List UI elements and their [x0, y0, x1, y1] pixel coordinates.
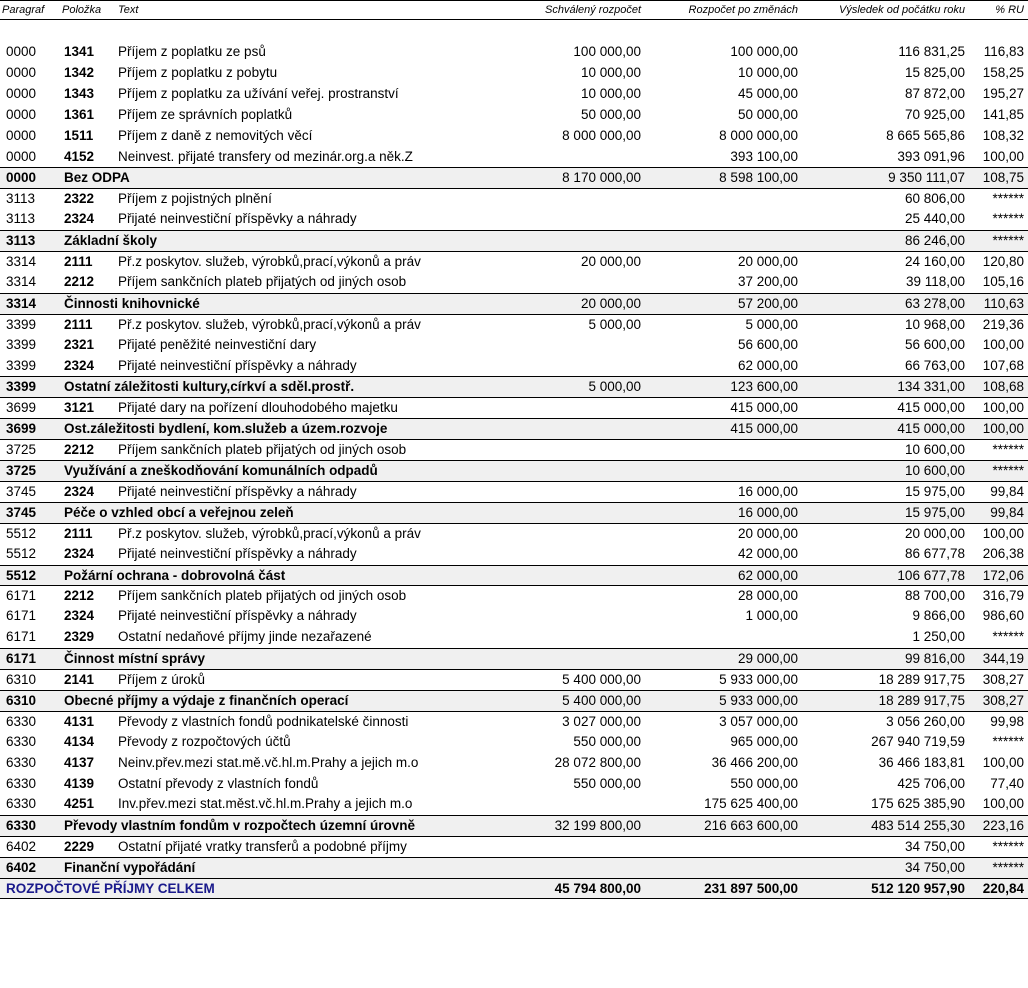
table-row: [0, 272, 1028, 293]
polozka-cell: 1511: [64, 127, 94, 143]
pct-cell: ******: [992, 629, 1024, 645]
paragraf-cell: 3699: [6, 421, 37, 437]
text-cell: Příjem z poplatku ze psů: [118, 44, 266, 59]
po-zmenach-cell: 16 000,00: [737, 504, 798, 520]
header-pct: % RU: [995, 4, 1024, 16]
paragraf-cell: 0000: [6, 44, 37, 59]
header-polozka: Položka: [62, 4, 102, 16]
paragraf-cell: 3699: [6, 400, 37, 416]
vysledek-cell: 393 091,96: [897, 148, 965, 164]
text-cell: Inv.přev.mezi stat.měst.vč.hl.m.Prahy a jejich m.o: [118, 796, 413, 812]
table-row: [0, 544, 1028, 565]
schvaleny-cell: 550 000,00: [573, 733, 641, 749]
po-zmenach-cell: 415 000,00: [730, 400, 798, 416]
subtotal-row: [0, 167, 1028, 188]
paragraf-cell: 6330: [6, 775, 37, 791]
paragraf-cell: 3113: [6, 191, 36, 207]
grand-total-label: ROZPOČTOVÉ PŘÍJMY CELKEM: [6, 881, 215, 896]
table-row: [0, 523, 1028, 544]
polozka-cell: 2322: [64, 191, 95, 207]
vysledek-cell: 15 975,00: [904, 504, 965, 520]
paragraf-cell: 0000: [6, 106, 37, 122]
text-cell: Požární ochrana - dobrovolná část: [64, 567, 286, 583]
vysledek-cell: 9 350 111,07: [888, 170, 965, 186]
po-zmenach-cell: 1 000,00: [745, 608, 798, 624]
pct-cell: ******: [992, 211, 1024, 227]
grand-total-po-zmenach: 231 897 500,00: [704, 881, 798, 896]
grand-total-pct: 220,84: [982, 881, 1024, 896]
pct-cell: 158,25: [982, 64, 1024, 80]
table-row: [0, 84, 1028, 105]
paragraf-cell: 0000: [6, 85, 37, 101]
vysledek-cell: 425 706,00: [897, 775, 965, 791]
po-zmenach-cell: 56 600,00: [737, 336, 798, 352]
polozka-cell: 2324: [64, 608, 95, 624]
vysledek-cell: 106 677,78: [897, 567, 965, 583]
text-cell: Neinvest. přijaté transfery od mezinár.org.a něk.Z: [118, 148, 413, 164]
paragraf-cell: 3745: [6, 483, 37, 499]
text-cell: Příjem z poplatku za užívání veřej. prostranství: [118, 85, 399, 101]
pct-cell: 195,27: [982, 85, 1024, 101]
po-zmenach-cell: 3 057 000,00: [719, 713, 798, 729]
vysledek-cell: 3 056 260,00: [886, 713, 965, 729]
polozka-cell: 2111: [64, 254, 93, 269]
polozka-cell: 4139: [64, 775, 95, 791]
vysledek-cell: 10 600,00: [904, 463, 965, 478]
vysledek-cell: 18 289 917,75: [878, 692, 965, 708]
vysledek-cell: 8 665 565,86: [886, 127, 965, 143]
pct-cell: 120,80: [982, 254, 1024, 269]
po-zmenach-cell: 20 000,00: [737, 254, 798, 269]
paragraf-cell: 3113: [6, 233, 36, 249]
po-zmenach-cell: 20 000,00: [737, 525, 798, 541]
pct-cell: 108,68: [982, 379, 1024, 395]
table-row: [0, 711, 1028, 732]
po-zmenach-cell: 36 466 200,00: [711, 754, 798, 770]
polozka-cell: 2229: [64, 839, 95, 855]
header-vysledek: Výsledek od počátku roku: [839, 4, 965, 16]
pct-cell: 100,00: [982, 336, 1024, 352]
vysledek-cell: 86 677,78: [904, 545, 965, 561]
po-zmenach-cell: 393 100,00: [730, 148, 798, 164]
paragraf-cell: 0000: [6, 127, 37, 143]
pct-cell: 110,63: [983, 295, 1024, 311]
pct-cell: 116,83: [983, 44, 1024, 59]
vysledek-cell: 415 000,00: [897, 421, 965, 437]
pct-cell: 108,32: [982, 127, 1024, 143]
vysledek-cell: 34 750,00: [904, 839, 965, 855]
pct-cell: 100,00: [982, 796, 1024, 812]
pct-cell: 99,84: [990, 504, 1024, 520]
grand-total-vysledek: 512 120 957,90: [871, 881, 965, 896]
vysledek-cell: 24 160,00: [904, 254, 965, 269]
paragraf-cell: 3314: [6, 254, 37, 269]
paragraf-cell: 0000: [6, 148, 37, 164]
paragraf-cell: 0000: [6, 64, 37, 80]
paragraf-cell: 6402: [6, 860, 37, 876]
table-header: [0, 0, 1028, 20]
polozka-cell: 1361: [64, 106, 95, 122]
schvaleny-cell: 5 400 000,00: [562, 692, 641, 708]
table-row: [0, 794, 1028, 815]
text-cell: Příjem z pojistných plnění: [118, 191, 272, 207]
table-row: [0, 606, 1028, 627]
text-cell: Příjem ze správních poplatků: [118, 106, 293, 122]
table-row: [0, 669, 1028, 690]
table-row: [0, 481, 1028, 502]
po-zmenach-cell: 415 000,00: [730, 421, 798, 437]
pct-cell: 100,00: [982, 400, 1024, 416]
text-cell: Přijaté neinvestiční příspěvky a náhrady: [118, 357, 357, 373]
vysledek-cell: 39 118,00: [905, 273, 965, 289]
polozka-cell: 2111: [64, 525, 93, 541]
po-zmenach-cell: 62 000,00: [737, 567, 798, 583]
po-zmenach-cell: 57 200,00: [737, 295, 798, 311]
vysledek-cell: 18 289 917,75: [878, 672, 965, 687]
schvaleny-cell: 5 400 000,00: [562, 672, 641, 687]
polozka-cell: 2111: [64, 316, 93, 332]
schvaleny-cell: 10 000,00: [580, 85, 641, 101]
text-cell: Činnost místní správy: [64, 651, 206, 667]
polozka-cell: 4134: [64, 733, 95, 749]
schvaleny-cell: 5 000,00: [588, 379, 641, 395]
pct-cell: ******: [992, 860, 1024, 876]
table-row: [0, 209, 1028, 230]
po-zmenach-cell: 50 000,00: [737, 106, 798, 122]
paragraf-cell: 6330: [6, 818, 37, 834]
text-cell: Přijaté neinvestiční příspěvky a náhrady: [118, 608, 357, 624]
vysledek-cell: 20 000,00: [904, 525, 965, 541]
table-row: [0, 335, 1028, 356]
text-cell: Přijaté neinvestiční příspěvky a náhrady: [118, 545, 357, 561]
po-zmenach-cell: 10 000,00: [737, 64, 798, 80]
pct-cell: 219,36: [982, 316, 1024, 332]
paragraf-cell: 6402: [6, 839, 37, 855]
paragraf-cell: 6330: [6, 754, 37, 770]
polozka-cell: 2324: [64, 483, 95, 499]
subtotal-row: [0, 293, 1028, 314]
po-zmenach-cell: 8 000 000,00: [719, 127, 798, 143]
pct-cell: 141,85: [982, 106, 1024, 122]
paragraf-cell: 6310: [6, 672, 37, 687]
paragraf-cell: 3725: [6, 442, 37, 458]
subtotal-row: [0, 502, 1028, 523]
vysledek-cell: 175 625 385,90: [871, 796, 965, 812]
subtotal-row: [0, 648, 1028, 669]
text-cell: Příjem sankčních plateb přijatých od jiných osob: [118, 442, 407, 458]
polozka-cell: 4152: [64, 148, 95, 164]
table-row: [0, 42, 1028, 63]
paragraf-cell: 6171: [6, 651, 37, 667]
text-cell: Neinv.přev.mezi stat.mě.vč.hl.m.Prahy a jejich m.o: [118, 754, 419, 770]
paragraf-cell: 3399: [6, 357, 37, 373]
polozka-cell: 1341: [64, 44, 95, 59]
po-zmenach-cell: 5 000,00: [745, 316, 798, 332]
schvaleny-cell: 100 000,00: [573, 44, 641, 59]
vysledek-cell: 15 825,00: [904, 64, 965, 80]
paragraf-cell: 6171: [6, 629, 37, 645]
pct-cell: ******: [992, 191, 1024, 207]
polozka-cell: 2212: [64, 588, 95, 604]
text-cell: Převody z rozpočtových účtů: [118, 733, 291, 749]
vysledek-cell: 99 816,00: [904, 651, 965, 667]
text-cell: Přijaté neinvestiční příspěvky a náhrady: [118, 211, 357, 227]
table-row: [0, 105, 1028, 126]
subtotal-row: [0, 460, 1028, 481]
po-zmenach-cell: 37 200,00: [737, 273, 798, 289]
text-cell: Příjem sankčních plateb přijatých od jiných osob: [118, 588, 407, 604]
text-cell: Příjem sankčních plateb přijatých od jiných osob: [118, 273, 407, 289]
table-row: [0, 314, 1028, 335]
text-cell: Ostatní záležitosti kultury,církví a sděl.prostř.: [64, 379, 355, 395]
po-zmenach-cell: 175 625 400,00: [704, 796, 798, 812]
po-zmenach-cell: 16 000,00: [737, 483, 798, 499]
paragraf-cell: 3399: [6, 379, 37, 395]
polozka-cell: 2324: [64, 211, 95, 227]
paragraf-cell: 3399: [6, 336, 37, 352]
polozka-cell: 4251: [64, 796, 95, 812]
pct-cell: 105,16: [982, 273, 1024, 289]
polozka-cell: 2324: [64, 357, 95, 373]
pct-cell: ******: [992, 233, 1024, 249]
polozka-cell: 2321: [64, 336, 95, 352]
po-zmenach-cell: 5 933 000,00: [719, 672, 798, 687]
pct-cell: 308,27: [982, 672, 1024, 687]
pct-cell: 99,84: [990, 483, 1024, 499]
subtotal-row: [0, 376, 1028, 397]
pct-cell: ******: [992, 463, 1024, 478]
po-zmenach-cell: 28 000,00: [737, 588, 798, 604]
pct-cell: 107,68: [982, 357, 1024, 373]
schvaleny-cell: 550 000,00: [573, 775, 641, 791]
table-row: [0, 147, 1028, 168]
po-zmenach-cell: 42 000,00: [737, 545, 798, 561]
text-cell: Převody z vlastních fondů podnikatelské činnosti: [118, 713, 409, 729]
subtotal-row: [0, 815, 1028, 836]
polozka-cell: 2212: [64, 442, 95, 458]
paragraf-cell: 6171: [6, 588, 37, 604]
polozka-cell: 2329: [64, 629, 95, 645]
vysledek-cell: 267 940 719,59: [871, 733, 965, 749]
text-cell: Přijaté neinvestiční příspěvky a náhrady: [118, 483, 357, 499]
table-row: [0, 251, 1028, 272]
schvaleny-cell: 32 199 800,00: [554, 818, 641, 834]
vysledek-cell: 25 440,00: [904, 211, 965, 227]
text-cell: Převody vlastním fondům v rozpočtech územní úrovně: [64, 818, 416, 834]
po-zmenach-cell: 62 000,00: [737, 357, 798, 373]
pct-cell: ******: [992, 733, 1024, 749]
polozka-cell: 2141: [64, 672, 95, 687]
table-row: [0, 585, 1028, 606]
schvaleny-cell: 8 000 000,00: [562, 127, 641, 143]
text-cell: Přijaté dary na pořízení dlouhodobého majetku: [118, 400, 398, 416]
po-zmenach-cell: 123 600,00: [730, 379, 798, 395]
paragraf-cell: 6330: [6, 733, 37, 749]
vysledek-cell: 116 831,25: [898, 44, 965, 59]
pct-cell: 316,79: [982, 588, 1024, 604]
table-row: [0, 439, 1028, 460]
table-row: [0, 627, 1028, 648]
vysledek-cell: 15 975,00: [904, 483, 965, 499]
vysledek-cell: 10 600,00: [904, 442, 965, 458]
vysledek-cell: 36 466 183,81: [878, 754, 965, 770]
vysledek-cell: 66 763,00: [904, 357, 965, 373]
paragraf-cell: 3113: [6, 211, 36, 227]
polozka-cell: 4137: [64, 754, 95, 770]
pct-cell: 986,60: [982, 608, 1024, 624]
text-cell: Základní školy: [64, 233, 158, 249]
subtotal-row: [0, 857, 1028, 878]
po-zmenach-cell: 29 000,00: [737, 651, 798, 667]
text-cell: Finanční vypořádání: [64, 860, 196, 876]
pct-cell: 108,75: [982, 170, 1024, 186]
subtotal-row: [0, 690, 1028, 711]
vysledek-cell: 10 968,00: [904, 316, 965, 332]
paragraf-cell: 3745: [6, 504, 37, 520]
po-zmenach-cell: 5 933 000,00: [719, 692, 798, 708]
schvaleny-cell: 20 000,00: [580, 254, 641, 269]
paragraf-cell: 6330: [6, 713, 37, 729]
text-cell: Př.z poskytov. služeb, výrobků,prací,výkonů a práv: [118, 525, 421, 541]
paragraf-cell: 6171: [6, 608, 37, 624]
text-cell: Ost.záležitosti bydlení, kom.služeb a územ.rozvoje: [64, 421, 388, 437]
text-cell: Ostatní nedaňové příjmy jinde nezařazené: [118, 629, 372, 645]
text-cell: Př.z poskytov. služeb, výrobků,prací,výkonů a práv: [118, 254, 421, 269]
pct-cell: 223,16: [982, 818, 1024, 834]
header-text: Text: [118, 4, 139, 16]
vysledek-cell: 1 250,00: [912, 629, 965, 645]
pct-cell: 99,98: [990, 713, 1024, 729]
po-zmenach-cell: 965 000,00: [730, 733, 798, 749]
table-row: [0, 126, 1028, 147]
vysledek-cell: 63 278,00: [904, 295, 965, 311]
pct-cell: 344,19: [982, 651, 1024, 667]
text-cell: Příjem z poplatku z pobytu: [118, 64, 278, 80]
polozka-cell: 3121: [64, 400, 95, 416]
paragraf-cell: 3399: [6, 316, 37, 332]
pct-cell: 206,38: [982, 545, 1024, 561]
table-row: [0, 188, 1028, 209]
po-zmenach-cell: 100 000,00: [730, 44, 798, 59]
table-row: [0, 63, 1028, 84]
po-zmenach-cell: 216 663 600,00: [704, 818, 798, 834]
pct-cell: 100,00: [982, 148, 1024, 164]
text-cell: Ostatní přijaté vratky transferů a podobné příjmy: [118, 839, 407, 855]
paragraf-cell: 5512: [6, 525, 37, 541]
vysledek-cell: 87 872,00: [904, 85, 965, 101]
text-cell: Péče o vzhled obcí a veřejnou zeleň: [64, 504, 294, 520]
schvaleny-cell: 10 000,00: [580, 64, 641, 80]
vysledek-cell: 483 514 255,30: [871, 818, 965, 834]
paragraf-cell: 5512: [6, 545, 37, 561]
schvaleny-cell: 5 000,00: [588, 316, 641, 332]
vysledek-cell: 9 866,00: [912, 608, 965, 624]
vysledek-cell: 134 331,00: [897, 379, 965, 395]
po-zmenach-cell: 8 598 100,00: [719, 170, 798, 186]
paragraf-cell: 0000: [6, 170, 37, 186]
polozka-cell: 4131: [64, 713, 95, 729]
grand-total-row: [0, 878, 1028, 899]
table-row: [0, 836, 1028, 857]
schvaleny-cell: 28 072 800,00: [554, 754, 641, 770]
text-cell: Činnosti knihovnické: [64, 295, 200, 311]
vysledek-cell: 34 750,00: [904, 860, 965, 876]
table-row: [0, 732, 1028, 753]
polozka-cell: 2212: [64, 273, 95, 289]
po-zmenach-cell: 45 000,00: [737, 85, 798, 101]
grand-total-schvaleny: 45 794 800,00: [554, 881, 641, 896]
vysledek-cell: 70 925,00: [904, 106, 965, 122]
paragraf-cell: 5512: [6, 567, 37, 583]
header-paragraf: Paragraf: [2, 4, 45, 16]
table-row: [0, 774, 1028, 795]
schvaleny-cell: 3 027 000,00: [562, 713, 641, 729]
table-row: [0, 753, 1028, 774]
subtotal-row: [0, 565, 1028, 586]
text-cell: Přijaté peněžité neinvestiční dary: [118, 336, 317, 352]
text-cell: Př.z poskytov. služeb, výrobků,prací,výkonů a práv: [118, 316, 421, 332]
header-schvaleny: Schválený rozpočet: [545, 4, 641, 16]
pct-cell: 100,00: [982, 421, 1024, 437]
subtotal-row: [0, 230, 1028, 251]
pct-cell: ******: [992, 442, 1024, 458]
text-cell: Bez ODPA: [64, 170, 130, 186]
text-cell: Příjem z daně z nemovitých věcí: [118, 127, 313, 143]
text-cell: Příjem z úroků: [118, 672, 206, 687]
vysledek-cell: 56 600,00: [904, 336, 965, 352]
polozka-cell: 2324: [64, 545, 95, 561]
schvaleny-cell: 20 000,00: [580, 295, 641, 311]
paragraf-cell: 6310: [6, 692, 37, 708]
schvaleny-cell: 8 170 000,00: [562, 170, 641, 186]
pct-cell: 100,00: [982, 525, 1024, 541]
po-zmenach-cell: 550 000,00: [730, 775, 798, 791]
polozka-cell: 1342: [64, 64, 95, 80]
table-row: [0, 356, 1028, 377]
vysledek-cell: 86 246,00: [904, 233, 965, 249]
pct-cell: 308,27: [982, 692, 1024, 708]
text-cell: Obecné příjmy a výdaje z finančních operací: [64, 692, 349, 708]
table-row: [0, 397, 1028, 418]
pct-cell: 172,06: [982, 567, 1024, 583]
pct-cell: 100,00: [982, 754, 1024, 770]
pct-cell: ******: [992, 839, 1024, 855]
subtotal-row: [0, 418, 1028, 439]
vysledek-cell: 415 000,00: [897, 400, 965, 416]
vysledek-cell: 60 806,00: [904, 191, 965, 207]
text-cell: Využívání a zneškodňování komunálních odpadů: [64, 463, 378, 478]
polozka-cell: 1343: [64, 85, 95, 101]
paragraf-cell: 6330: [6, 796, 37, 812]
header-po-zmenach: Rozpočet po změnách: [688, 4, 798, 16]
schvaleny-cell: 50 000,00: [580, 106, 641, 122]
paragraf-cell: 3725: [6, 463, 37, 478]
paragraf-cell: 3314: [6, 273, 37, 289]
paragraf-cell: 3314: [6, 295, 37, 311]
vysledek-cell: 88 700,00: [904, 588, 965, 604]
pct-cell: 77,40: [990, 775, 1024, 791]
text-cell: Ostatní převody z vlastních fondů: [118, 775, 319, 791]
